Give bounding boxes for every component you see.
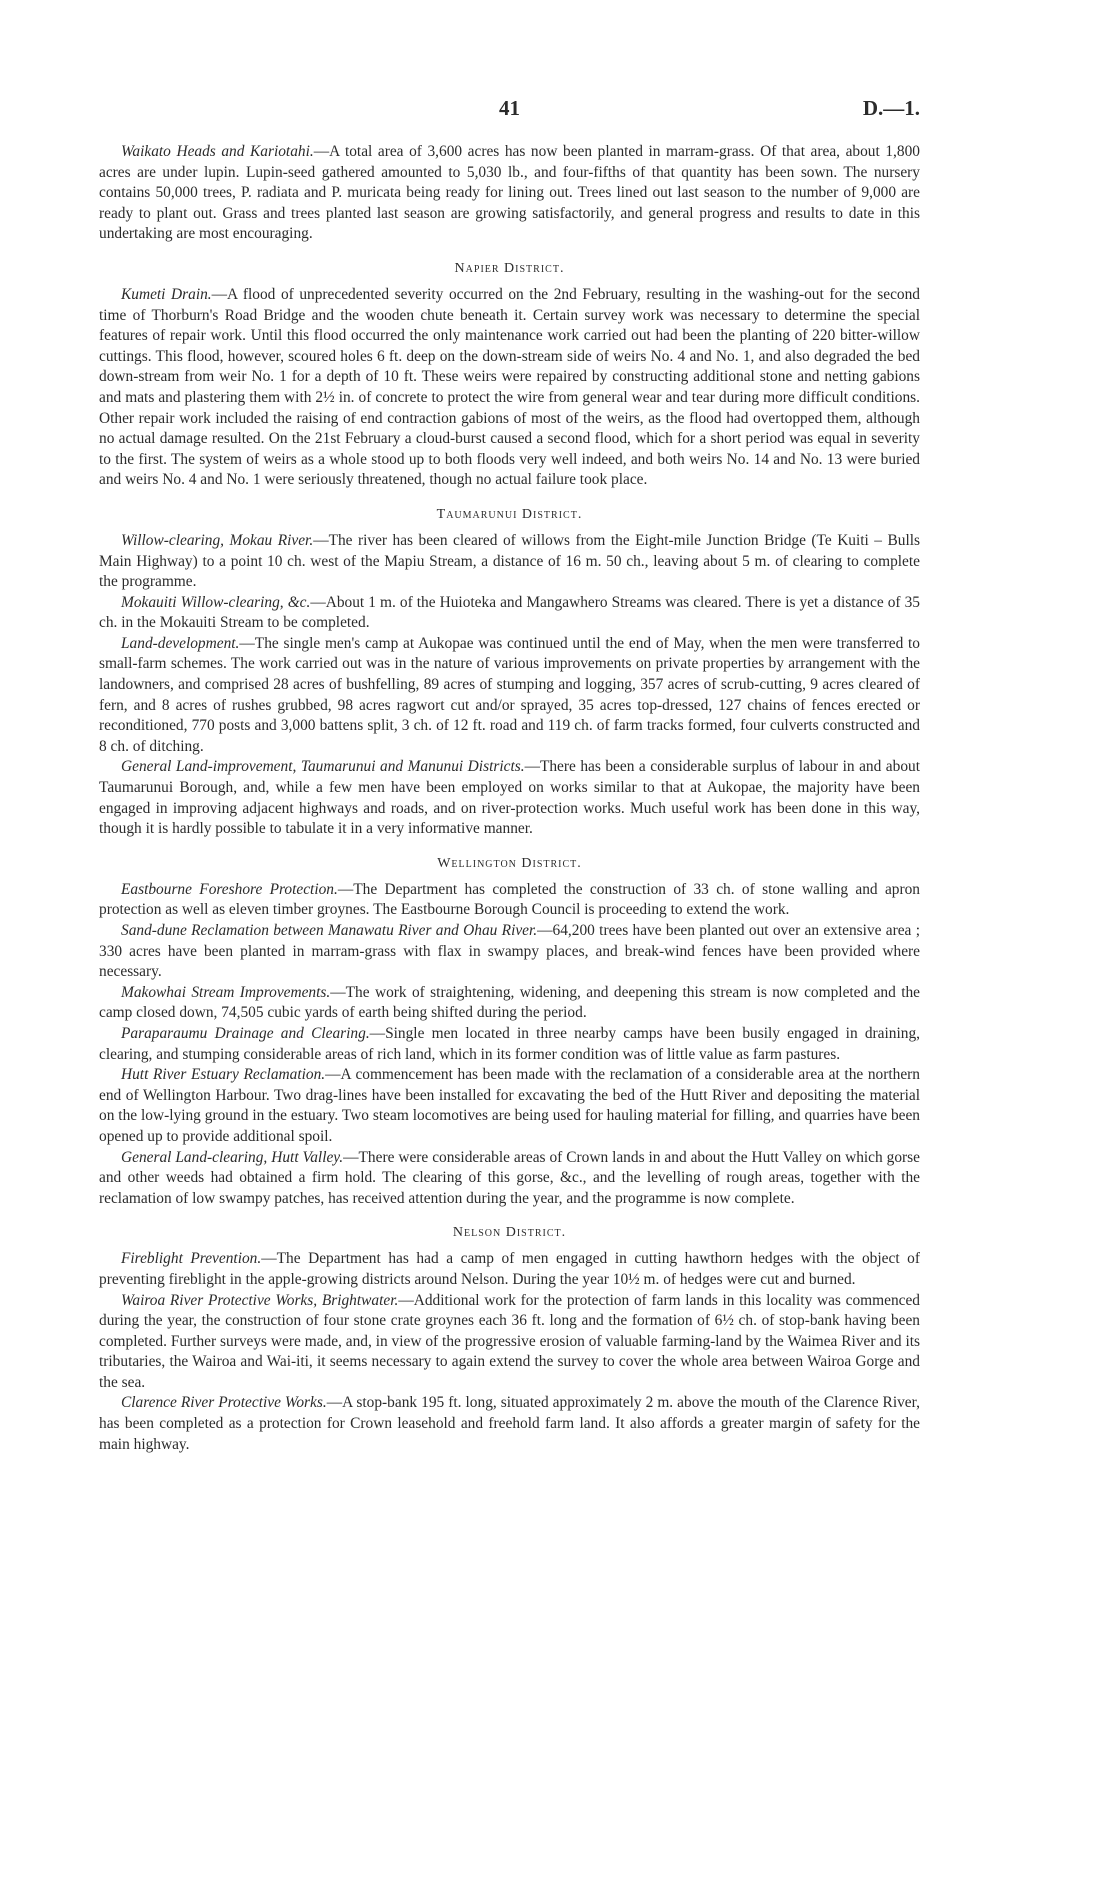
section-wellington [99,856,920,1210]
paragraph-text: —A stop-bank 195 ft. long, situated approximately 2 m. above the mouth of the Clarence River, has been completed as a protection for Crown leasehold and freehold farm land. It also affords a greater margin of safety for the main highway. [99,1394,920,1453]
paragraph-lead: Willow-clearing, Mokau River. [121,531,314,549]
paragraph [99,1148,920,1210]
paragraph-lead: Sand-dune Reclamation between Manawatu River and Ohau River. [121,922,538,939]
section-heading: Napier District. [454,260,565,276]
paragraph-text: —A flood of unprecedented severity occurred on the 2nd February, resulting in the washing-out for the second time of Thorburn's Road Bridge and the wooden chute beneath it. Certain survey work was necessary to determine the special features of repair work. Until this flood occurred the only maintenance work carried out had been the planting of 220 bitter-willow cuttings. This flood, however, scoured holes 6 ft. deep on the down-stream side of weirs No. 4 and No. 1, and also degraded the bed down-stream from weir No. 1 for a depth of 10 ft. These weirs were repaired by constructing additional stone and netting gabions and mats and plastering them with 2½ in. of concrete to protect the wire from general wear and tear during more difficult conditions. Other repair work included the raising of end contraction gabions of most of the weirs, as the flood had overtopped them, although no actual damage resulted. On the 21st February a cloud-burst caused a second flood, which for a short period was equal in severity to the first. The system of weirs as a whole stood up to both floods very well indeed, and both weirs No. 14 and No. 13 were buried and weirs No. 4 and No. 1 were seriously threatened, though no actual failure took place. [99,285,920,489]
paragraph-text: —A total area of 3,600 acres has now been planted in marram-grass. Of that area, about 1,800 acres are under lupin. Lupin-seed gathered amounted to 5,030 lb., and four-fifths of that quantity has been sown. The nursery contains 50,000 trees, P. radiata and P. muricata being ready for lining out. Trees lined out last season to the number of 9,000 are ready to plant out. Grass and trees planted last season are growing satisfactorily, and general progress and results to date in this undertaking are most encouraging. [99,143,920,243]
paragraph-lead: Hutt River Estuary Reclamation. [121,1066,326,1084]
paragraph-lead: Wairoa River Protective Works, Brightwater. [121,1291,399,1309]
paragraph-text: —The single men's camp at Aukopae was continued until the end of May, when the men were transferred to small-farm schemes. The work carried out was in the nature of various improvements on private properties by arrangement with the landowners, and comprised 28 acres of bushfelling, 89 acres of stumping and logging, 357 acres of scrub-cutting, 9 acres cleared of fern, and 8 acres of rushes grubbed, 98 acres ragwort cut and/or sprayed, 35 acres top-dressed, 127 chains of fences erected or reconditioned, 770 posts and 3,000 battens split, 3 ch. of 12 ft. road and 119 ch. of farm tracks formed, four culverts constructed and 8 ch. of ditching. [99,634,920,755]
paragraph-text: —The Department has completed the construction of 33 ch. of stone walling and apron protection as well as eleven timber groynes. The Eastbourne Borough Council is proceeding to extend the work. [99,880,920,919]
document-reference: D.—1. [862,96,920,120]
paragraph [99,1024,920,1065]
paragraph [99,142,920,245]
paragraph [99,880,920,921]
paragraph [99,634,920,758]
paragraph-lead: Land-development. [121,634,240,652]
paragraph-lead: Fireblight Prevention. [121,1250,262,1268]
document-page [99,96,920,1455]
paragraph [99,1249,920,1290]
paragraph-text: —Single men located in three nearby camps have been busily engaged in draining, clearing, and stumping considerable areas of rich land, which in its former condition was of little value as farm pastures. [99,1024,920,1063]
section-napier [99,261,920,491]
paragraph-lead: Makowhai Stream Improvements. [121,983,331,1001]
paragraph [99,757,920,839]
paragraph-lead: General Land-improvement, Taumarunui and Manunui Districts. [121,758,525,776]
section-heading: Taumarunui District. [436,506,583,522]
section-heading: Wellington District. [437,855,582,871]
paragraph-lead: Paraparaumu Drainage and Clearing. [121,1024,370,1042]
paragraph [99,531,920,593]
paragraph-text: —The Department has had a camp of men engaged in cutting hawthorn hedges with the object of preventing fireblight in the apple-growing districts around Nelson. During the year 10½ m. of hedges were cut and burned. [99,1250,920,1288]
paragraph [99,1291,920,1394]
paragraph-lead: General Land-clearing, Hutt Valley. [121,1148,344,1166]
section-waikato [99,142,920,245]
section-taumarunui [99,507,920,840]
paragraph-text: —About 1 m. of the Huioteka and Mangawhero Streams was cleared. There is yet a distance of 35 ch. in the Mokauiti Stream to be completed. [99,593,920,632]
paragraph-text: —64,200 trees have been planted out over an extensive area ; 330 acres have been planted in marram-grass with flax in swampy places, and break-wind fences have been provided where necessary. [99,922,920,981]
paragraph-text: —There has been a considerable surplus of labour in and about Taumarunui Borough, and, while a few men have been employed on works similar to that at Aukopae, the majority have been engaged in improving adjacent highways and roads, and on river-protection works. Much useful work has been done in this way, though it is hardly possible to tabulate it in a very informative manner. [99,758,920,838]
paragraph-lead: Clarence River Protective Works. [121,1394,327,1412]
paragraph-text: —Additional work for the protection of farm lands in this locality was commenced during the year, the construction of four stone crate groynes each 36 ft. long and the formation of 6½ ch. of stop-bank having been completed. Further surveys were made, and, in view of the progressive erosion of valuable farming-land by the Waimea River and its tributaries, the Wairoa and Wai-iti, it seems necessary to again extend the survey to cover the whole area between Wairoa Gorge and the sea. [99,1291,920,1391]
paragraph-lead: Mokauiti Willow-clearing, &c. [121,593,311,611]
paragraph [99,921,920,983]
paragraph [99,1393,920,1455]
paragraph-lead: Kumeti Drain. [121,285,212,303]
section-heading: Nelson District. [452,1225,567,1241]
section-nelson [99,1225,920,1455]
paragraph-text: —A commencement has been made with the reclamation of a considerable area at the northern end of Wellington Harbour. Two drag-lines have been installed for excavating the bed of the Hutt River and depositing the material on the low-lying ground in the estuary. Two steam locomotives are being used for hauling material for filling, and quarries have been opened up to provide additional spoil. [99,1066,921,1145]
paragraph [99,285,920,491]
paragraph [99,983,920,1024]
page-header [99,96,920,136]
paragraph [99,593,920,634]
paragraph-lead: Waikato Heads and Kariotahi. [121,143,314,160]
paragraph-text: —There were considerable areas of Crown lands in and about the Hutt Valley on which gorse and other weeds had obtained a firm hold. The clearing of this gorse, &c., and the levelling of rough areas, together with the reclamation of low swampy patches, has received attention during the year, and the programme is now complete. [99,1148,920,1207]
paragraph-lead: Eastbourne Foreshore Protection. [121,880,338,898]
page-number: 41 [499,96,520,120]
paragraph-text: —The work of straightening, widening, and deepening this stream is now completed and the camp closed down, 74,505 cubic yards of earth being shifted during the period. [99,983,920,1022]
paragraph [99,1065,920,1147]
paragraph-text: —The river has been cleared of willows from the Eight-mile Junction Bridge (Te Kuiti – Bulls Main Highway) to a point 10 ch. west of the Mapiu Stream, a distance of 16 m. 50 ch., leaving about 5 m. of clearing to complete the programme. [99,531,920,591]
